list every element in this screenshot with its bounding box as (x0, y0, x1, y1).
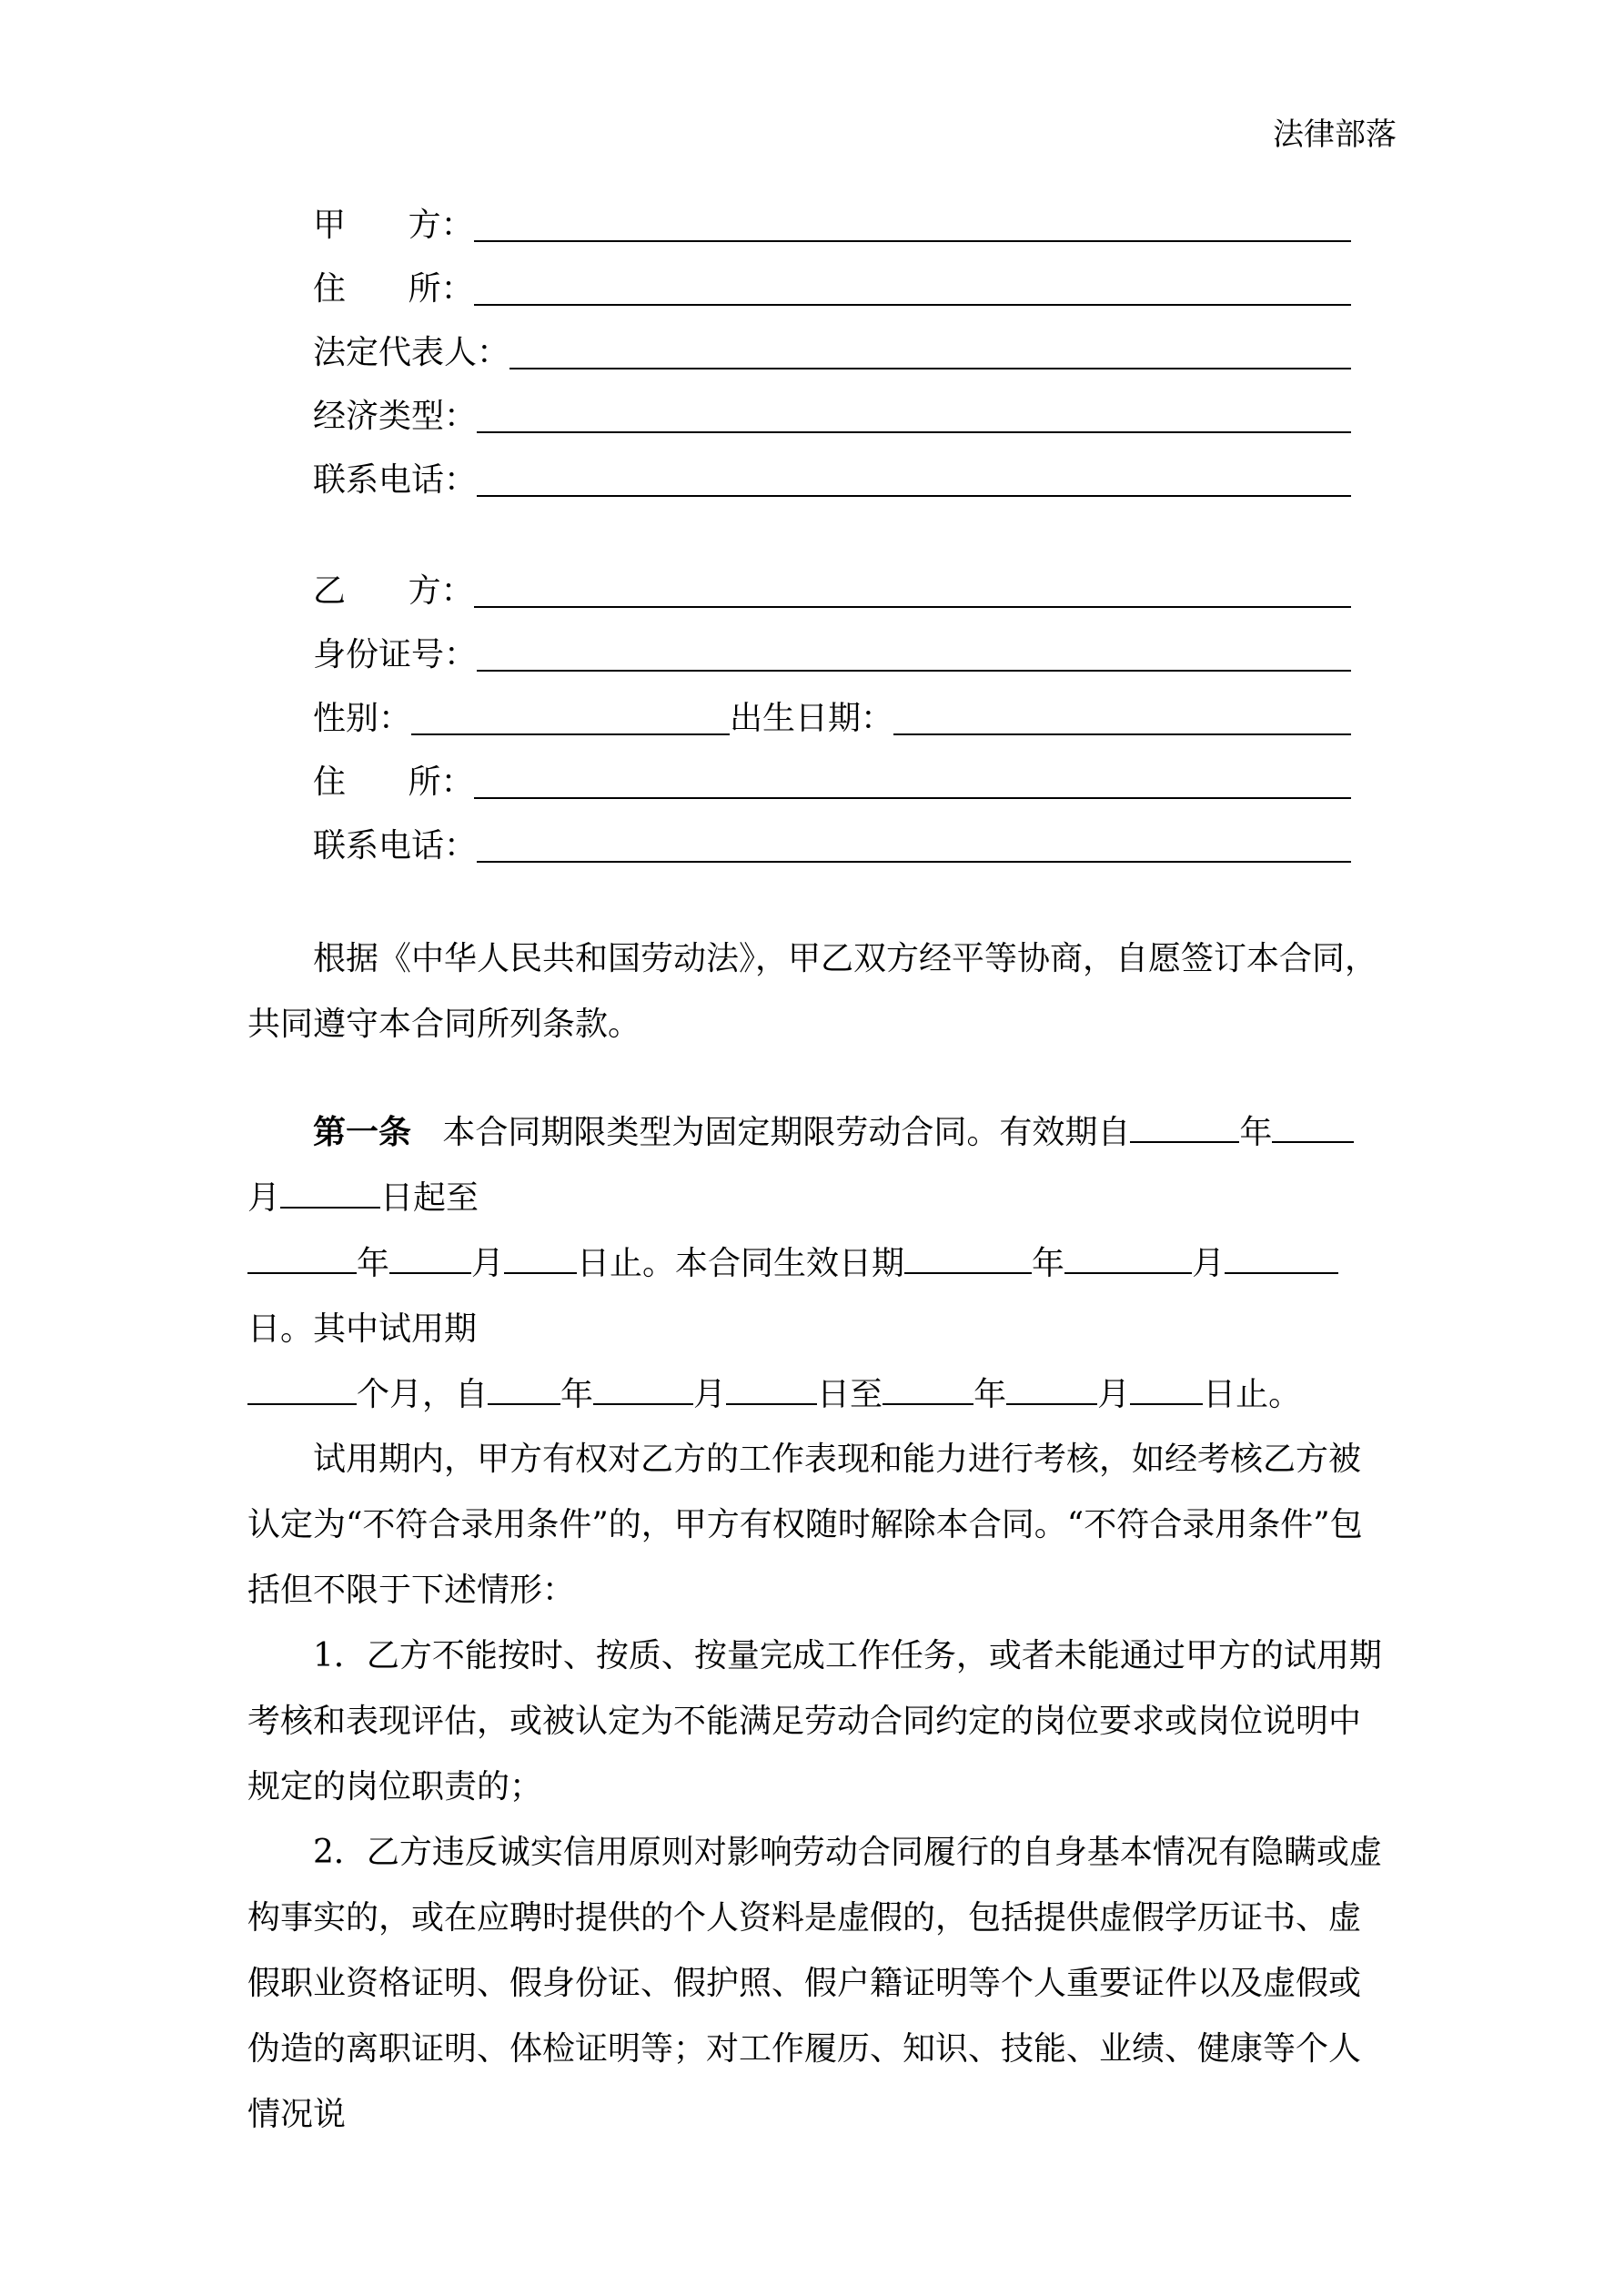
day-from-label: 日起至 (380, 1179, 479, 1217)
party-b-gender-birth-row (313, 699, 1351, 739)
party-a-econ-type-row (313, 397, 1351, 437)
party-a-address-label: 住 所： (313, 270, 474, 308)
party-b-birth-label: 出生日期： (730, 700, 894, 737)
day-stop-label: 日止。 (1203, 1376, 1302, 1413)
party-a-legal-rep-row (313, 333, 1351, 373)
party-b-address-row (313, 763, 1351, 803)
party-a-phone-row (313, 460, 1351, 501)
effective-year-blank[interactable] (904, 1243, 1032, 1274)
month-label: 月 (247, 1179, 281, 1217)
day-to-label: 日至 (817, 1376, 883, 1413)
start-day-blank[interactable] (280, 1178, 380, 1209)
party-a-address-row (313, 269, 1351, 309)
party-a-phone-label: 联系电话： (313, 461, 478, 499)
party-a-name-field[interactable] (474, 204, 1351, 242)
party-a-address-field[interactable] (474, 268, 1351, 306)
year-label: 年 (1032, 1245, 1065, 1282)
start-month-blank-a[interactable] (1272, 1112, 1354, 1143)
party-b-id-row (313, 635, 1351, 675)
start-year-blank[interactable] (1130, 1112, 1239, 1143)
trial-paragraph: 试用期内，甲方有权对乙方的工作表现和能力进行考核，如经考核乙方被认定为“不符合录用条件”的，甲方有权随时解除本合同。“不符合录用条件”包括但不限于下述情形： (247, 1441, 1363, 1609)
trial-start-year-blank[interactable] (488, 1374, 560, 1405)
article-1-text: 本合同期限类型为固定期限劳动合同。有效期自 (442, 1114, 1131, 1151)
party-a-econ-type-field[interactable] (477, 395, 1351, 433)
trial-months-blank[interactable] (247, 1374, 357, 1405)
year-label: 年 (560, 1376, 594, 1413)
party-b-phone-label: 联系电话： (313, 827, 478, 865)
month-label: 月 (471, 1245, 505, 1282)
year-label: 年 (973, 1376, 1007, 1413)
end-day-blank[interactable] (504, 1243, 577, 1274)
article-1-title: 第一条 (313, 1113, 412, 1151)
trial-end-year-blank[interactable] (883, 1374, 973, 1405)
party-b-address-field[interactable] (474, 761, 1351, 799)
article-1-line-4: 日。其中试用期 (247, 1310, 478, 1348)
party-b-phone-field[interactable] (477, 824, 1351, 863)
party-a-phone-field[interactable] (477, 459, 1351, 497)
party-b-name-field[interactable] (474, 570, 1351, 608)
day-end-label: 日止。本合同生效日期 (577, 1245, 905, 1282)
year-label: 年 (357, 1245, 390, 1282)
article-1 (247, 1099, 1385, 1428)
end-month-blank[interactable] (389, 1243, 471, 1274)
header-brand: 法律部落 (1273, 116, 1397, 153)
months-from-label: 个月，自 (357, 1376, 489, 1413)
party-a-name-row (313, 206, 1351, 246)
article-1-line-2 (247, 1166, 1385, 1231)
trial-end-day-blank[interactable] (1130, 1374, 1203, 1405)
party-b-phone-row (313, 826, 1351, 866)
intro-paragraph (247, 926, 1385, 1057)
party-b-gender-field[interactable] (411, 697, 730, 735)
article-1-line-5 (247, 1362, 1385, 1428)
trial-item-1: 1．乙方不能按时、按质、按量完成工作任务，或者未能通过甲方的试用期考核和表现评估，或被认定为不能满足劳动合同约定的岗位要求或岗位说明中规定的岗位职责的； (247, 1637, 1382, 1805)
trial-start-month-blank[interactable] (593, 1374, 693, 1405)
article-1-line-1 (247, 1099, 1385, 1166)
party-b-name-row (313, 571, 1351, 612)
month-label: 月 (1192, 1245, 1226, 1282)
intro-line-1: 根据《中华人民共和国劳动法》，甲乙双方经平等协商，自愿签订本合同， (313, 940, 1378, 977)
party-b-address-label: 住 所： (313, 764, 474, 801)
party-a-legal-rep-label: 法定代表人： (313, 334, 510, 371)
party-a-econ-type-label: 经济类型： (313, 398, 478, 435)
trial-item-2: 2．乙方违反诚实信用原则对影响劳动合同履行的自身基本情况有隐瞒或虚构事实的，或在应聘时提供的个人资料是虚假的，包括提供虚假学历证书、虚假职业资格证明、假身份证、假护照、假户籍证明等个人重要证件以及虚假或伪造的离职证明、体检证明等；对工作履历、知识、技能、业绩、健康等个人情况说 (247, 1834, 1382, 2133)
effective-day-blank[interactable] (1225, 1243, 1338, 1274)
party-b-birth-field[interactable] (893, 697, 1351, 735)
party-a-name-label: 甲 方： (313, 207, 474, 244)
party-b-gender-label: 性别： (313, 700, 412, 737)
month-label: 月 (693, 1376, 727, 1413)
party-b-name-label: 乙 方： (313, 572, 474, 610)
end-year-blank[interactable] (247, 1243, 357, 1274)
intro-line-2: 共同遵守本合同所列条款。 (247, 1006, 641, 1043)
party-b-id-field[interactable] (477, 633, 1351, 672)
year-label: 年 (1239, 1114, 1273, 1151)
effective-month-blank[interactable] (1064, 1243, 1192, 1274)
article-1-line-3 (247, 1231, 1385, 1297)
trial-end-month-blank[interactable] (1006, 1374, 1097, 1405)
trial-section (247, 1427, 1385, 2148)
month-label: 月 (1097, 1376, 1131, 1413)
trial-start-day-blank[interactable] (726, 1374, 817, 1405)
party-a-legal-rep-field[interactable] (509, 331, 1351, 369)
party-b-id-label: 身份证号： (313, 636, 478, 673)
